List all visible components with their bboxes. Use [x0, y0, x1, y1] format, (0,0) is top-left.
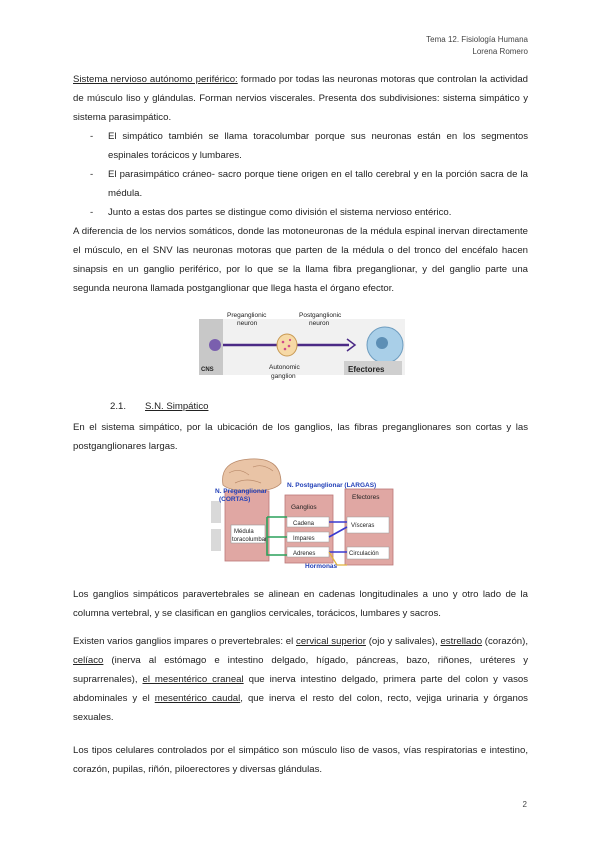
- visceras-label: Vísceras: [351, 523, 375, 529]
- brain-illustration: [223, 459, 281, 491]
- intro-term: Sistema nervioso autónomo periférico:: [73, 74, 238, 85]
- somatic-paragraph: A diferencia de los nervios somáticos, donde las motoneuronas de la médula espinal inervan directamente el músculo, en el SNV las neuronas motoras que parten de la médula o del tronco del encéfalo hacen sinapsis en un ganglio periférico, por lo que se la llama fibra preganglionar, y del ganglio parte una segunda neurona llamada postganglionar que llega hasta el órgano efector.: [73, 226, 528, 294]
- sympathetic-paragraph: En el sistema simpático, por la ubicación de los ganglios, las fibras preganglionares son cortas y las postganglionares largas.: [73, 422, 528, 452]
- sympathetic-figure: [205, 455, 395, 570]
- header-title: Tema 12. Fisiología Humana: [426, 35, 528, 44]
- section-title: S.N. Simpático: [145, 401, 209, 412]
- bullet-dash: -: [90, 169, 94, 180]
- header-author: Lorena Romero: [472, 47, 528, 56]
- bullet-dash: -: [90, 207, 94, 218]
- bullet-text: El parasimpático cráneo- sacro porque tiene origen en el tallo cerebral y en la porción sacra de la médula.: [108, 169, 528, 199]
- svg-text:Médula: Médula: [234, 529, 254, 535]
- mesenterico-caudal-term: mesentérico caudal: [154, 693, 241, 704]
- cns-label: CNS: [201, 367, 214, 373]
- adrenes-label: Adrenes: [293, 551, 316, 557]
- cadena-label: Cadena: [293, 521, 315, 527]
- preganglionic-soma: [209, 339, 221, 351]
- estrellado-term: estrellado: [440, 636, 483, 647]
- bullet-dash: -: [90, 131, 94, 142]
- svg-text:toracolumbar: toracolumbar: [232, 537, 268, 543]
- autonomic-pathway-figure: [199, 309, 405, 385]
- celiaco-term: celíaco: [73, 655, 104, 666]
- efectores-label: Efectores: [352, 494, 380, 501]
- preganglionar-label: N. Preganglionar: [215, 488, 268, 495]
- intro-text: formado por todas las neuronas motoras que controlan la actividad de músculo liso y glándulas. Forman nervios viscerales. Presenta dos subdivisiones: sistema simpático y sistema parasimpático.: [73, 74, 528, 123]
- page-number: 2: [522, 800, 527, 809]
- preganglionic-label: Preganglionic: [227, 312, 267, 319]
- svg-text:ganglion: ganglion: [271, 373, 296, 380]
- mesenterico-craneal-term: el mesentérico craneal: [142, 674, 244, 685]
- postganglionar-label: N. Postganglionar (LARGAS): [287, 482, 377, 489]
- svg-text:neuron: neuron: [309, 320, 330, 327]
- intro-paragraph: [73, 70, 528, 127]
- paravertebral-paragraph: Los ganglios simpáticos paravertebrales se alinean en cadenas longitudinales a uno y otro lado de la columna vertebral, y se clasifican en ganglios cervicales, torácicos, lumbares y sacros.: [73, 589, 528, 619]
- cervical-superior-term: cervical superior: [296, 636, 366, 647]
- ganglion-shape: [277, 334, 297, 356]
- svg-text:(CORTAS): (CORTAS): [219, 496, 251, 503]
- cell-types-paragraph: Los tipos celulares controlados por el simpático son músculo liso de vasos, vías respiratorias e intestino, corazón, pupilas, riñón, piloerectores y diversas glándulas.: [73, 745, 528, 775]
- section-number: 2.1.: [110, 401, 127, 412]
- svg-text:neuron: neuron: [237, 320, 258, 327]
- ganglios-label: Ganglios: [291, 504, 317, 511]
- prevertebral-paragraph: Existen varios ganglios impares o prevertebrales: el cervical superior (ojo y salivales), estrellado (corazón), celíaco (inerva al estómago e intestino delgado, hígado, páncreas, bazo, riñones, uréteres y suprarrenales), el mesentérico craneal que inerva intestino delgado, primera parte del colon y vasos abdominales y el mesentérico caudal, que inerva el resto del colon, recto, vejiga urinaria y órganos sexuales.: [73, 636, 528, 723]
- bullet-text: El simpático también se llama toracolumbar porque sus neuronas están en los segmentos espinales torácicos y lumbares.: [108, 131, 528, 161]
- circulacion-label: Circulación: [349, 551, 379, 557]
- preganglionic-fibers: [267, 517, 287, 555]
- hormonas-label: Hormonas: [305, 563, 338, 570]
- impares-label: Impares: [293, 536, 315, 542]
- ganglion-label: Autonomic: [269, 364, 300, 371]
- effectors-label: Efectores: [348, 365, 385, 374]
- postganglionic-label: Postganglionic: [299, 312, 342, 319]
- bullet-text: Junto a estas dos partes se distingue como división el sistema nervioso entérico.: [108, 207, 452, 218]
